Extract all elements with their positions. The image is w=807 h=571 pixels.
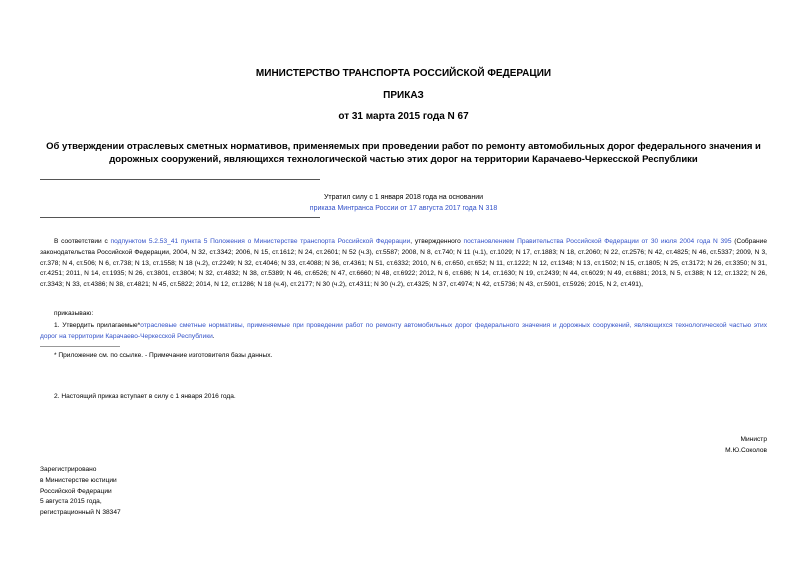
registration-line: Российской Федерации (40, 487, 112, 495)
preamble-link-regulation[interactable]: подпунктом 5.2.53_41 пункта 5 Положения о Министерстве транспорта Российской Федерации (110, 238, 411, 245)
preamble-rest: (Собрание законодательства Российской Федерации, 2004, N 32, ст.3342; 2006, N 15, ст.1612; N 24, ст.2601; N 52 (ч.3), ст.5587; 2008, N 8, ст.740; N 11 (ч.1), ст.1029; N 17, ст.1883; N 18, ст.2060; N 22, ст.2576; N 42, ст.4825; N 46, ст.5337; 2009, N 3, ст.378; N 4, ст.506; N 6, ст.738; N 13, ст.1558; N 18 (ч.2), ст.2249; N 32, ст.4046; N 33, ст.4088; N 36, ст.4361; N 51, ст.6332; 2010, N 6, ст.650, ст.652; N 11, ст.1222; N 12, ст.1348; N 13, ст.1502; N 15, ст.1805; N 25, ст.3172; N 26, ст.3350; N 31, ст.4251; 2011, N 14, ст.1935; N 26, ст.3801, ст.3804; N 32, ст.4832; N 38, ст.5389; N 46, ст.6526; N 47, ст.6660; N 48, ст.6922; 2012, N 6, ст.686; N 14, ст.1630; N 19, ст.2439; N 44, ст.6029; N 49, ст.6881; 2013, N 5, ст.388; N 12, ст.1322; N 26, ст.3343; N 33, ст.4386; N 38, ст.4821; N 45, ст.5822; 2014, N 12, ст.1286; N 18 (ч.4), ст.2177; N 30 (ч.2), ст.4311; N 30 (ч.2), ст.4325; N 37, ст.4974; N 42, ст.5736; N 43, ст.5901, ст.5926; 2015, N 2, ст.491), (40, 238, 767, 289)
footnote: * Приложение см. по ссылке. - Примечание изготовителя базы данных. (54, 352, 273, 359)
registration-line: в Министерстве юстиции (40, 476, 117, 484)
date-number-heading: от 31 марта 2015 года N 67 (338, 111, 469, 122)
registration-line: 5 августа 2015 года, (40, 498, 102, 506)
divider-top (40, 179, 320, 180)
item2: 2. Настоящий приказ вступает в силу с 1 января 2016 года. (54, 393, 236, 400)
item1-tail: . (212, 332, 215, 340)
signature-name: М.Ю.Соколов (725, 446, 767, 454)
preamble-paragraph (40, 237, 767, 291)
registration-line: Зарегистрировано (40, 466, 97, 473)
preamble-intro: В соответствии с (54, 238, 111, 245)
footnote-divider (40, 346, 120, 347)
preamble-mid: , утвержденного (410, 238, 464, 245)
signature-position: Министр (740, 436, 767, 443)
registration-line: регистрационный N 38347 (40, 509, 121, 517)
item1-paragraph (40, 321, 767, 343)
item1-lead: 1. Утвердить прилагаемые* (54, 322, 141, 329)
signature-block (567, 435, 767, 457)
status-link[interactable]: приказа Минтранса России от 17 августа 2017 года N 318 (309, 205, 498, 212)
item1-link[interactable]: отраслевые сметные нормативы, применяемые при проведении работ по ремонту автомобильных дорог федерального значения и дорожных сооружений, являющихся технологической частью этих дорог на территории Карачаево-Черкесской Республики (40, 322, 767, 340)
registration-block (40, 465, 121, 519)
status-text: Утратил силу с 1 января 2018 года на основании (323, 194, 484, 201)
doc-type-heading: ПРИКАЗ (383, 90, 424, 101)
document-title: Об утверждении отраслевых сметных нормативов, применяемых при проведении работ по ремонту автомобильных дорог федерального значения и дорожных сооружений, являющихся технологической частью этих дорог на территории Карачаево-Черкесской Республики (46, 141, 761, 165)
divider-bottom (40, 217, 320, 218)
order-word: приказываю: (54, 310, 94, 317)
ministry-heading: МИНИСТЕРСТВО ТРАНСПОРТА РОССИЙСКОЙ ФЕДЕРАЦИИ (255, 68, 552, 79)
preamble-link-decree[interactable]: постановлением Правительства Российской Федерации от 30 июля 2004 года N 395 (463, 238, 732, 245)
status-block (0, 192, 807, 214)
